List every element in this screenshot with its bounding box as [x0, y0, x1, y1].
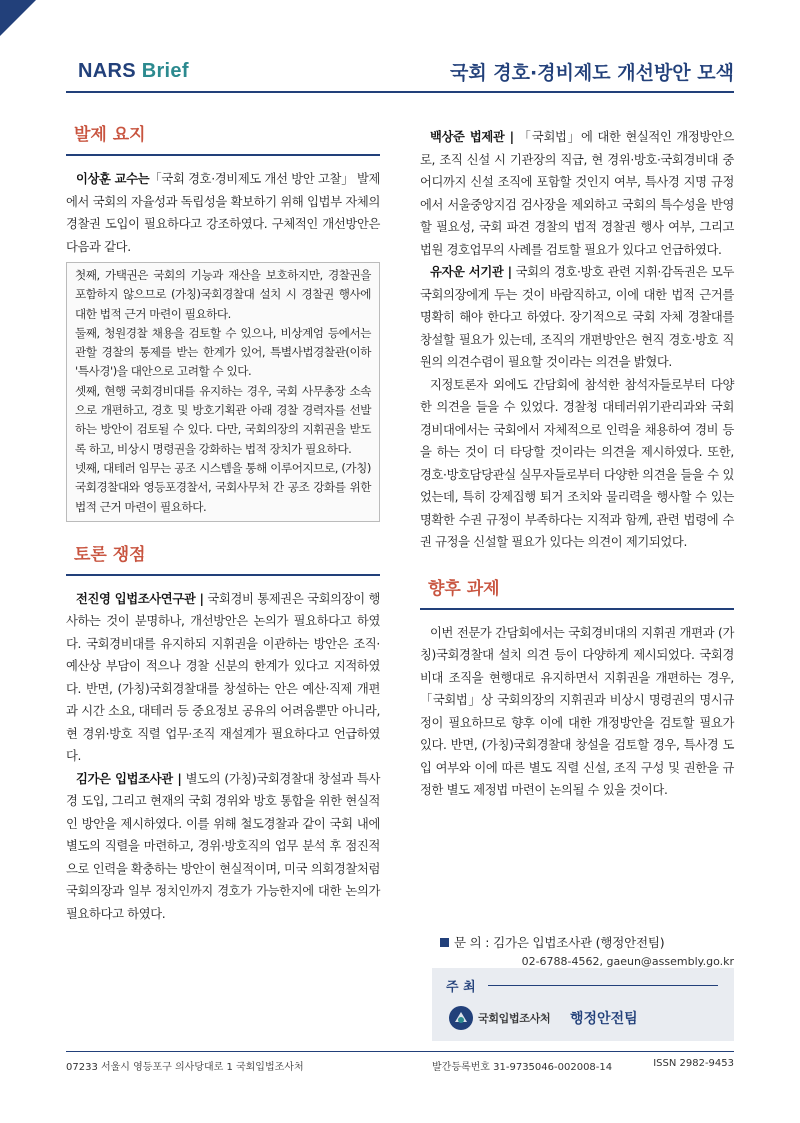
section-divider — [420, 608, 734, 610]
footer-address: 07233 서울시 영등포구 의사당대로 1 국회입법조사처 — [66, 1062, 304, 1073]
discussion-paragraph: 지정토론자 외에도 간담회에 참석한 참석자들로부터 다양한 의견을 들을 수 있었다. 경찰청 대테러위기관리과와 국회경비대에서는 국회에서 자체적으로 인력을 채용하여 경비 등을 하는 것이 더 타당할 것이라는 의견을 제시하였다. 또한, 경호·방호담당관실 실무자들로부터 다양한 의견을 들을 수 있었는데, 특히 강제집행 퇴거 조치와 물리력을 행사할 수 있는 명확한 수권 규정이 부족하다는 지적과 함께, 관련 법령에 수권 규정을 신설할 필요가 있다는 의견이 제기되었다. — [420, 377, 734, 549]
footer-issn: ISSN 2982-9453 — [653, 1058, 734, 1069]
summary-intro-text: 「국회 경호·경비제도 개선 방안 고찰」 발제에서 국회의 자율성과 독립성을 확보하기 위해 입법부 자체의 경찰권 도입이 필요하다고 강조하였다. 구체적인 개선방안은 다음과 같다. — [66, 172, 380, 254]
sponsor-divider — [488, 985, 718, 986]
contact-row — [440, 933, 740, 951]
speaker-name: 이상훈 교수는 — [76, 172, 150, 186]
brand-sub: Brief — [141, 60, 189, 82]
right-column — [420, 126, 734, 802]
header-divider — [66, 91, 734, 93]
discussion-paragraph: 김가은 입법조사관 | 별도의 (가칭)국회경찰대 창설과 특사경 도입, 그리고 현재의 국회 경위와 방호 통합을 위한 현실적인 방안을 제시하였다. 이를 위해 철도경찰과 같이 국회 내에 별도의 직렬을 마련하고, 경위·방호직의 업무 분석 후 점진적으로 인력을 확충하는 방안이 현실적이며, 미국 의회경찰처럼 국회의장과 일부 정치인까지 경호가 가능한지에 대한 논의가 필요하다고 하였다. — [66, 771, 380, 921]
proposal-item: 셋째, 현행 국회경비대를 유지하는 경우, 국회 사무총장 소속으로 개편하고, 경호 및 방호기획관 아래 경찰 경력자를 선발하는 방안이 검토될 수 있다. 다만, 국회의장의 지휘권을 받도록 하고, 비상시 명령권을 강화하는 법적 장치가 필요하다. — [75, 383, 371, 456]
speaker-name: 유자운 서기관 | — [430, 265, 512, 279]
section-heading-discussion: 토론 쟁점 — [74, 544, 146, 565]
section-heading-summary: 발제 요지 — [74, 125, 146, 145]
speaker-name: 백상준 법제관 | — [430, 130, 514, 144]
sponsor-label: 주 최 — [446, 980, 476, 995]
discussion-paragraph: 백상준 법제관 | 「국회법」에 대한 현실적인 개정방안으로, 조직 신설 시 기관장의 직급, 현 경위·방호·국회경비대 중 어디까지 신설 조직에 포함할 것인지 여부, 특사경 지명 규정에서 서울중앙지검 검사장을 제외하고 국회의 특수성을 반영할 필요성, 국회 파견 경찰의 법적 경찰권 행사 여부, 그리고 법원 경호업무의 사례를 검토할 필요가 있다고 언급하였다. — [420, 130, 734, 257]
summary-intro — [66, 168, 380, 258]
speaker-name: 김가은 입법조사관 | — [76, 771, 182, 786]
left-column — [66, 124, 380, 925]
brand-main: NARS — [78, 60, 136, 82]
footer-registration: 발간등록번호 31-9735046-002008-14 — [432, 1062, 613, 1073]
footer-divider — [66, 1051, 734, 1052]
assembly-emblem-icon — [448, 1005, 474, 1031]
future-paragraph: 이번 전문가 간담회에서는 국회경비대의 지휘권 개편과 (가칭)국회경찰대 설치 의견 등이 다양하게 제시되었다. 국회경비대 조직을 현행대로 유지하면서 지휘권을 개편하는 경우, 「국회법」상 국회의장의 지휘권과 비상시 명령권의 명시규정이 필요하므로 향후 이에 대한 개정방안을 검토할 필요가 있다. 반면, (가칭)국회경찰대 창설을 검토할 경우, 특사경 도입 여부와 이에 따른 별도 직렬 신설, 조직 구성 및 권한을 규정한 별도 제정법 마련이 논의될 수 있을 것이다. — [420, 625, 734, 797]
discussion-paragraph: 전진영 입법조사연구관 | 국회경비 통제권은 국회의장이 행사하는 것이 분명하나, 개선방안은 논의가 필요하다고 하였다. 국회경비대를 유지하되 지휘권을 이관하는 방안은 조직·예산상 부담이 적으나 경찰 신분의 한계가 있다고 지적하였다. 반면, (가칭)국회경찰대를 창설하는 안은 예산·직제 개편과 시간 소요, 대테러 등 중요정보 공유의 어려움뿐만 아니라, 현 경위·방호 직렬 업무·조직 재설계가 필요하다고 언급하였다. — [66, 591, 381, 764]
section-divider — [66, 574, 380, 576]
discussion-paragraph: 유자운 서기관 | 국회의 경호·방호 관련 지휘·감독권은 모두 국회의장에게 두는 것이 바람직하고, 이에 대한 법적 근거를 명확히 해야 한다고 하였다. 장기적으로 국회 자체 경찰대를 창설할 필요가 있는데, 조직의 개편방안은 현직 경호·방호 직원의 의견수렴이 필요할 것이라는 의견을 밝혔다. — [420, 265, 734, 369]
proposal-item: 첫째, 가택권은 국회의 기능과 재산을 보호하지만, 경찰권을 포함하지 않으므로 (가칭)국회경찰대 설치 시 경찰권 행사에 대한 법적 근거 마련이 필요하다. — [75, 268, 371, 321]
speaker-name: 전진영 입법조사연구관 | — [76, 591, 204, 606]
brand-logo — [78, 60, 189, 83]
contact-label: 문 의 : — [454, 935, 490, 950]
document-title: 국회 경호·경비제도 개선방안 모색 — [449, 62, 734, 84]
section-heading-future: 향후 과제 — [428, 578, 500, 599]
proposal-item: 둘째, 청원경찰 채용을 검토할 수 있으나, 비상계엄 등에서는 관할 경찰의 통제를 받는 한계가 있어, 특별사법경찰관(이하 '특사경')을 대안으로 고려할 수 있다. — [75, 325, 371, 379]
sponsor-org: 국회입법조사처 — [478, 1012, 551, 1025]
section-divider — [66, 154, 380, 156]
corner-decoration — [0, 0, 36, 36]
contact-name: 김가은 입법조사관 (행정안전팀) — [493, 935, 665, 950]
contact-phone-email: 02-6788-4562, gaeun@assembly.go.kr — [521, 955, 734, 968]
proposal-box — [66, 262, 380, 522]
sponsor-box — [432, 968, 734, 1041]
sponsor-team: 행정안전팀 — [570, 1011, 638, 1027]
square-bullet-icon — [440, 938, 449, 947]
contact-info — [440, 933, 740, 968]
proposal-item: 넷째, 대테러 임무는 공조 시스템을 통해 이루어지므로, (가칭)국회경찰대와 영등포경찰서, 국회사무처 간 공조 강화를 위한 법적 근거 마련이 필요하다. — [75, 460, 371, 514]
